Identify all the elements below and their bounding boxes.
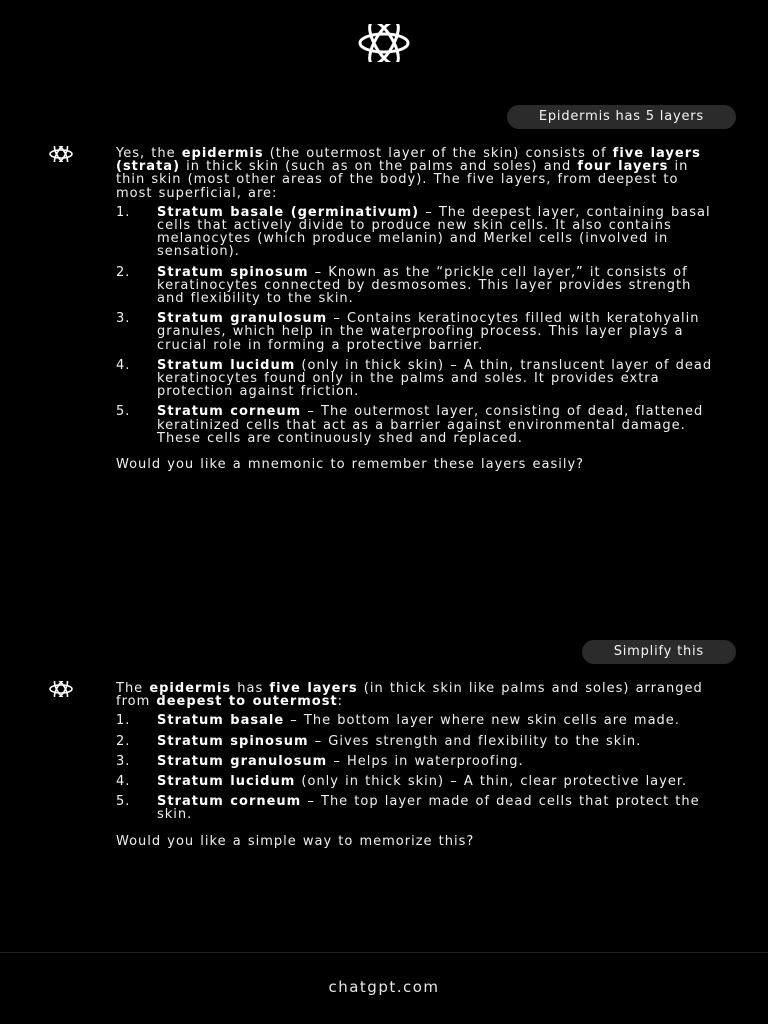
user-message-text: Epidermis has 5 layers	[538, 109, 704, 124]
list-number: 2.	[116, 264, 131, 280]
layer-list-item	[116, 735, 716, 748]
assistant-closing: Would you like a mnemonic to remember these layers easily?	[116, 457, 585, 473]
list-number: 4.	[116, 357, 131, 373]
layer-list-item	[116, 714, 716, 727]
layer-name: Stratum granulosum	[157, 753, 328, 769]
layer-name: Stratum granulosum	[157, 311, 328, 327]
layer-list-item	[116, 795, 716, 821]
text-run: The	[116, 681, 150, 696]
assistant-message	[116, 147, 716, 471]
assistant-intro	[116, 682, 716, 708]
bold-text: four layers	[577, 159, 669, 175]
bold-text: five layers (strata)	[116, 146, 701, 175]
user-message-bubble	[582, 640, 736, 664]
assistant-message	[116, 682, 716, 848]
layer-description: – The top layer made of dead cells that protect the skin.	[157, 794, 700, 823]
list-number: 3.	[116, 311, 131, 327]
layer-list-item	[116, 405, 716, 445]
text-run: in thick skin (such as on the palms and soles) and	[180, 159, 578, 175]
layer-description: – Known as the “prickle cell layer,” it consists of keratinocytes connected by desmosomes. This layer provides strength and flexibility to the skin.	[157, 264, 692, 307]
text-run: (the outermost layer of the skin) consists of	[263, 146, 613, 161]
layer-name: Stratum basale	[157, 713, 285, 729]
user-message-bubble	[507, 105, 736, 129]
openai-avatar-icon	[32, 681, 90, 697]
user-message-text: Simplify this	[613, 644, 704, 659]
layer-description: – Gives strength and flexibility to the skin.	[308, 733, 642, 749]
layer-name: Stratum lucidum	[157, 357, 296, 373]
footer-domain: chatgpt.com	[328, 978, 440, 996]
layer-list-item	[116, 755, 716, 768]
layer-list-item	[116, 206, 716, 259]
bold-text: five layers	[269, 681, 358, 696]
bold-text: epidermis	[149, 681, 232, 696]
bold-text: deepest to outermost	[156, 694, 338, 710]
list-number: 2.	[116, 733, 131, 749]
layer-name: Stratum corneum	[157, 794, 302, 810]
layer-list-item	[116, 312, 716, 352]
list-number: 5.	[116, 794, 131, 810]
layer-list-item	[116, 266, 716, 306]
assistant-closing: Would you like a simple way to memorize this?	[116, 833, 475, 849]
layer-name: Stratum spinosum	[157, 733, 309, 749]
layer-description: – The bottom layer where new skin cells are made.	[284, 713, 680, 729]
assistant-intro	[116, 147, 716, 200]
layer-description: (only in thick skin) – A thin, translucent layer of dead keratinocytes found only in the palms and soles. It provides extra protection against friction.	[157, 357, 713, 400]
layer-name: Stratum spinosum	[157, 264, 309, 280]
text-run: has	[231, 681, 270, 696]
layer-description: – The deepest layer, containing basal cells that actively divide to produce new skin cells. It also contains melanocytes (which produce melanin) and Merkel cells (involved in sensation).	[157, 204, 711, 260]
layer-list-item	[116, 775, 716, 788]
list-number: 5.	[116, 404, 131, 420]
layers-list	[116, 206, 716, 445]
list-number: 4.	[116, 774, 131, 790]
text-run: Yes, the	[116, 146, 182, 161]
list-number: 1.	[116, 713, 131, 729]
layer-name: Stratum corneum	[157, 404, 302, 420]
text-run: :	[337, 694, 344, 710]
layer-description: – Contains keratinocytes filled with keratohyalin granules, which help in the waterproofing process. This layer plays a crucial role in forming a protective barrier.	[157, 311, 700, 353]
bold-text: epidermis	[181, 146, 264, 161]
text-run: in thin skin (most other areas of the body). The five layers, from deepest to most superficial, are:	[116, 159, 689, 201]
layer-description: (only in thick skin) – A thin, clear protective layer.	[295, 774, 688, 790]
list-number: 3.	[116, 753, 131, 769]
list-number: 1.	[116, 204, 131, 220]
layer-list-item	[116, 359, 716, 399]
layers-list	[116, 714, 716, 821]
openai-logo-icon	[329, 24, 439, 62]
layer-name: Stratum basale (germinativum)	[157, 204, 420, 220]
openai-avatar-icon	[32, 146, 90, 162]
text-run: (in thick skin like palms and soles) arranged from	[116, 681, 703, 710]
layer-description: – Helps in waterproofing.	[327, 753, 524, 769]
footer-divider	[0, 952, 768, 953]
layer-name: Stratum lucidum	[157, 774, 296, 790]
layer-description: – The outermost layer, consisting of dead, flattened keratinized cells that act as a barrier against environmental damage. These cells are continuously shed and replaced.	[157, 404, 704, 446]
